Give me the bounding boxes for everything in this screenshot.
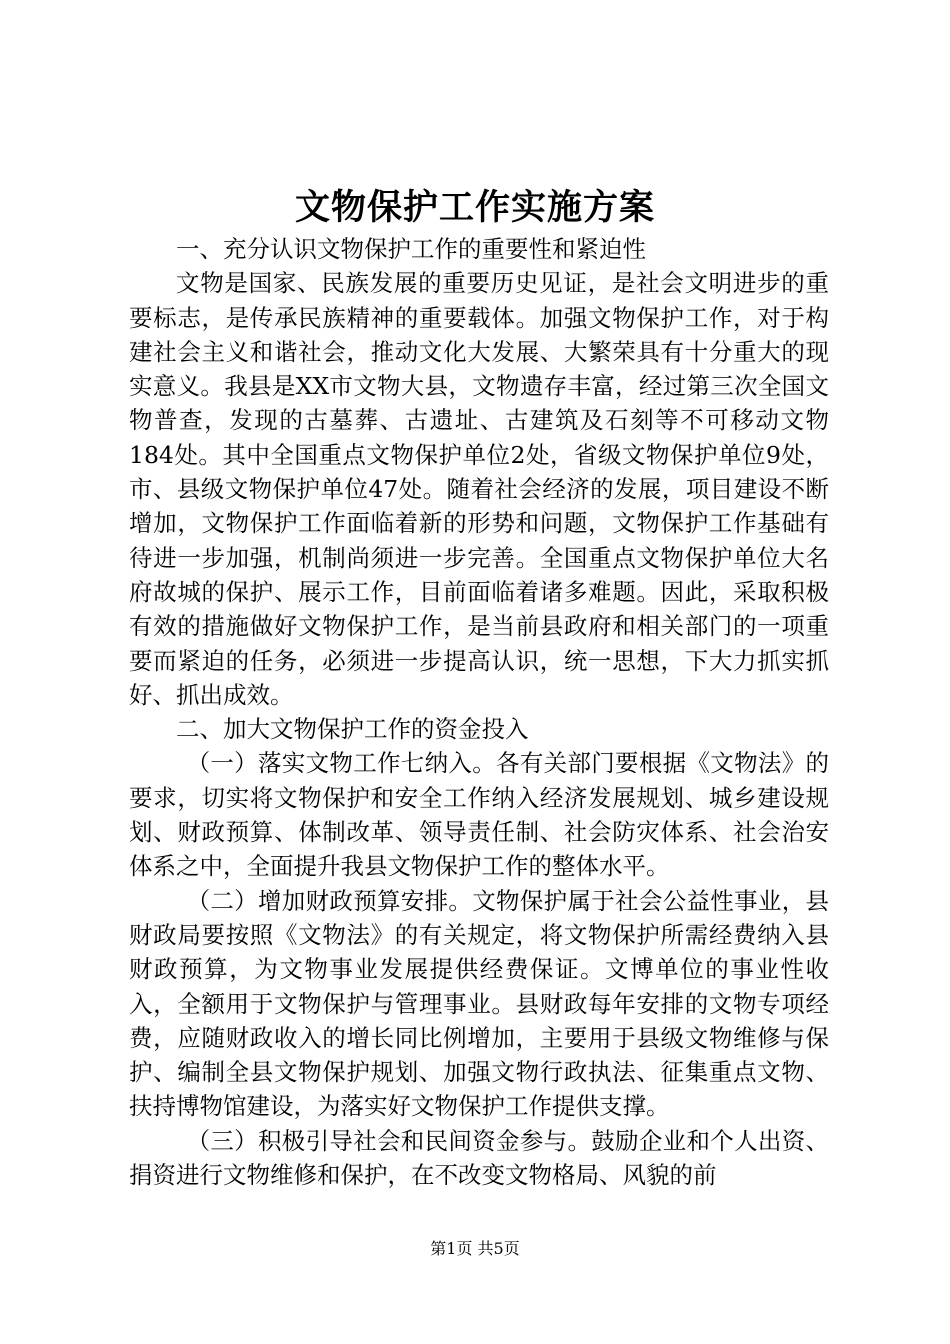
section-heading-1: 一、充分认识文物保护工作的重要性和紧迫性 (176, 235, 646, 263)
page-number: 第1页 共5页 (430, 1239, 520, 1258)
paragraph-sub-1: （一）落实文物工作七纳入。各有关部门要根据《文物法》的要求，切实将文物保护和安全工作纳入经济发展规划、城乡建设规划、财政预算、体制改革、领导责任制、社会防灾体系、社会治安体系之中，全面提升我县文物保护工作的整体水平。 (129, 749, 829, 881)
document-title: 文物保护工作实施方案 (294, 187, 655, 228)
document-body (129, 232, 829, 1192)
section-heading-2: 二、加大文物保护工作的资金投入 (176, 715, 529, 744)
paragraph-sub-3: （三）积极引导社会和民间资金参与。鼓励企业和个人出资、捐资进行文物维修和保护，在不改变文物格局、风貌的前 (129, 1126, 829, 1190)
paragraph-sub-2: （二）增加财政预算安排。文物保护属于社会公益性事业，县财政局要按照《文物法》的有关规定，将文物保护所需经费纳入县财政预算，为文物事业发展提供经费保证。文博单位的事业性收入，全额用于文物保护与管理事业。县财政每年安排的文物专项经费，应随财政收入的增长同比例增加，主要用于县级文物维修与保护、编制全县文物保护规划、加强文物行政执法、征集重点文物、扶持博物馆建设，为落实好文物保护工作提供支撑。 (129, 886, 829, 1121)
paragraph-1: 文物是国家、民族发展的重要历史见证，是社会文明进步的重要标志，是传承民族精神的重要载体。加强文物保护工作，对于构建社会主义和谐社会，推动文化大发展、大繁荣具有十分重大的现实意义。我县是XX市文物大县，文物遗存丰富，经过第三次全国文物普查，发现的古墓葬、古遗址、古建筑及石刻等不可移动文物184处。其中全国重点文物保护单位2处，省级文物保护单位9处，市、县级文物保护单位47处。随着社会经济的发展，项目建设不断增加，文物保护工作面临着新的形势和问题，文物保护工作基础有待进一步加强，机制尚须进一步完善。全国重点文物保护单位大名府故城的保护、展示工作，目前面临着诸多难题。因此，采取积极有效的措施做好文物保护工作，是当前县政府和相关部门的一项重要而紧迫的任务，必须进一步提高认识，统一思想，下大力抓实抓好、抓出成效。 (129, 269, 829, 709)
